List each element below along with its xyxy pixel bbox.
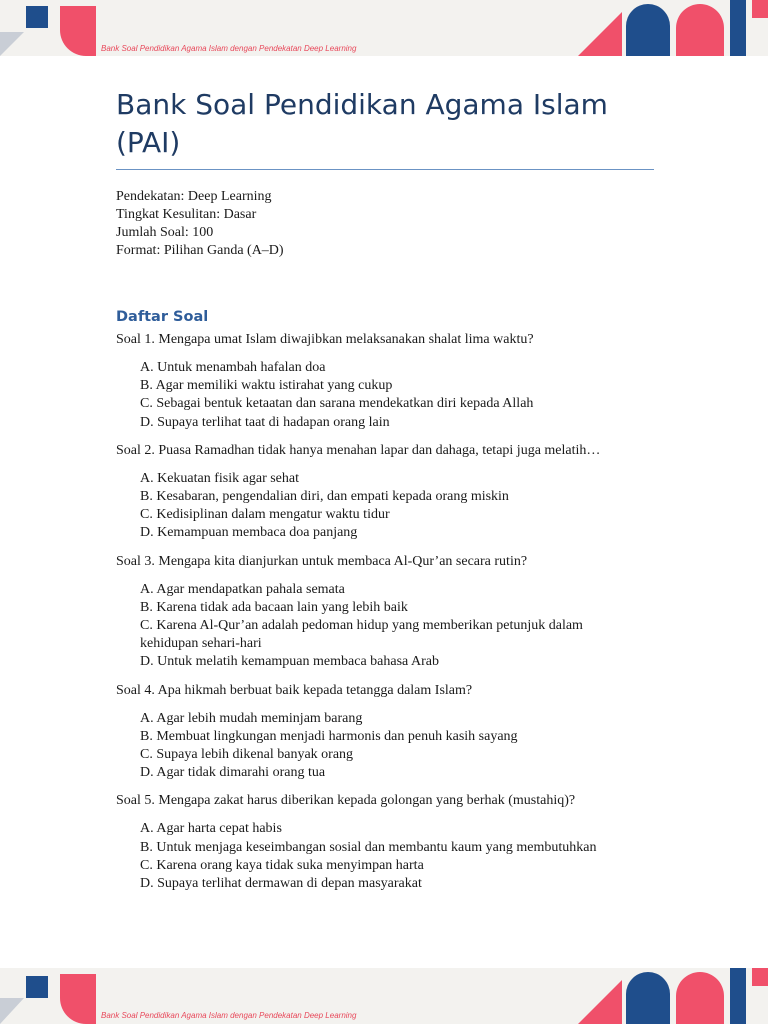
option-c: C. Supaya lebih dikenal banyak orang [140,747,354,763]
question-2 [116,441,676,543]
meta-count: Jumlah Soal: 100 [116,225,214,240]
option-b: B. Untuk menjaga keseimbangan sosial dan membantu kaum yang membutuhkan [140,839,597,855]
footer-band [0,968,768,1024]
option-a: A. Agar harta cepat habis [140,821,282,837]
question-text: Soal 1. Mengapa umat Islam diwajibkan melaksanakan shalat lima waktu? [116,332,534,347]
meta-difficulty: Tingkat Kesulitan: Dasar [116,207,257,222]
option-list [116,581,676,672]
option-a: A. Agar mendapatkan pahala semata [140,581,345,597]
option-b: B. Kesabaran, pengendalian diri, dan empati kepada orang miskin [140,489,509,505]
question-text: Soal 3. Mengapa kita dianjurkan untuk membaca Al-Qur’an secara rutin? [116,553,528,569]
option-d: D. Untuk melatih kemampuan membaca bahasa Arab [140,654,439,670]
title-divider [116,169,654,170]
question-4 [116,681,676,783]
option-a: A. Kekuatan fisik agar sehat [140,470,299,486]
option-c: C. Karena orang kaya tidak suka menyimpan harta [140,857,424,873]
question-text: Soal 2. Puasa Ramadhan tidak hanya menahan lapar dan dahaga, tetapi juga melatih… [116,442,601,458]
option-a: A. Untuk menambah hafalan doa [140,360,326,375]
option-c: C. Karena Al-Qur’an adalah pedoman hidup yang memberikan petunjuk dalam kehidupan sehari-hari [140,618,583,652]
question-text: Soal 4. Apa hikmah berbuat baik kepada tetangga dalam Islam? [116,682,473,698]
option-list [116,470,676,543]
page-title: Bank Soal Pendidikan Agama Islam (PAI) [116,88,608,159]
option-b: B. Karena tidak ada bacaan lain yang lebih baik [140,599,408,615]
option-b: B. Membuat lingkungan menjadi harmonis dan penuh kasih sayang [140,728,518,744]
header-band [0,0,768,56]
question-list [116,330,676,902]
footer-running-title: Bank Soal Pendidikan Agama Islam dengan Pendekatan Deep Learning [101,1011,357,1020]
question-5 [116,791,676,893]
option-list [116,710,676,783]
option-a: A. Agar lebih mudah meminjam barang [140,710,363,726]
question-1 [116,330,676,432]
option-list [116,820,676,893]
question-text: Soal 5. Mengapa zakat harus diberikan kepada golongan yang berhak (mustahiq)? [116,793,576,809]
section-heading: Daftar Soal [116,309,209,325]
option-d: D. Supaya terlihat dermawan di depan masyarakat [140,876,422,892]
option-d: D. Agar tidak dimarahi orang tua [140,765,326,781]
question-3 [116,552,676,672]
option-b: B. Agar memiliki waktu istirahat yang cukup [140,378,393,394]
option-c: C. Sebagai bentuk ketaatan dan sarana mendekatkan diri kepada Allah [140,396,534,412]
running-title: Bank Soal Pendidikan Agama Islam dengan Pendekatan Deep Learning [101,44,357,53]
option-c: C. Kedisiplinan dalam mengatur waktu tidur [140,507,390,523]
document-meta [116,188,284,260]
option-d: D. Supaya terlihat taat di hadapan orang lain [140,414,390,430]
meta-approach: Pendekatan: Deep Learning [116,189,272,204]
option-list [116,359,676,432]
option-d: D. Kemampuan membaca doa panjang [140,525,358,541]
meta-format: Format: Pilihan Ganda (A–D) [116,243,284,258]
